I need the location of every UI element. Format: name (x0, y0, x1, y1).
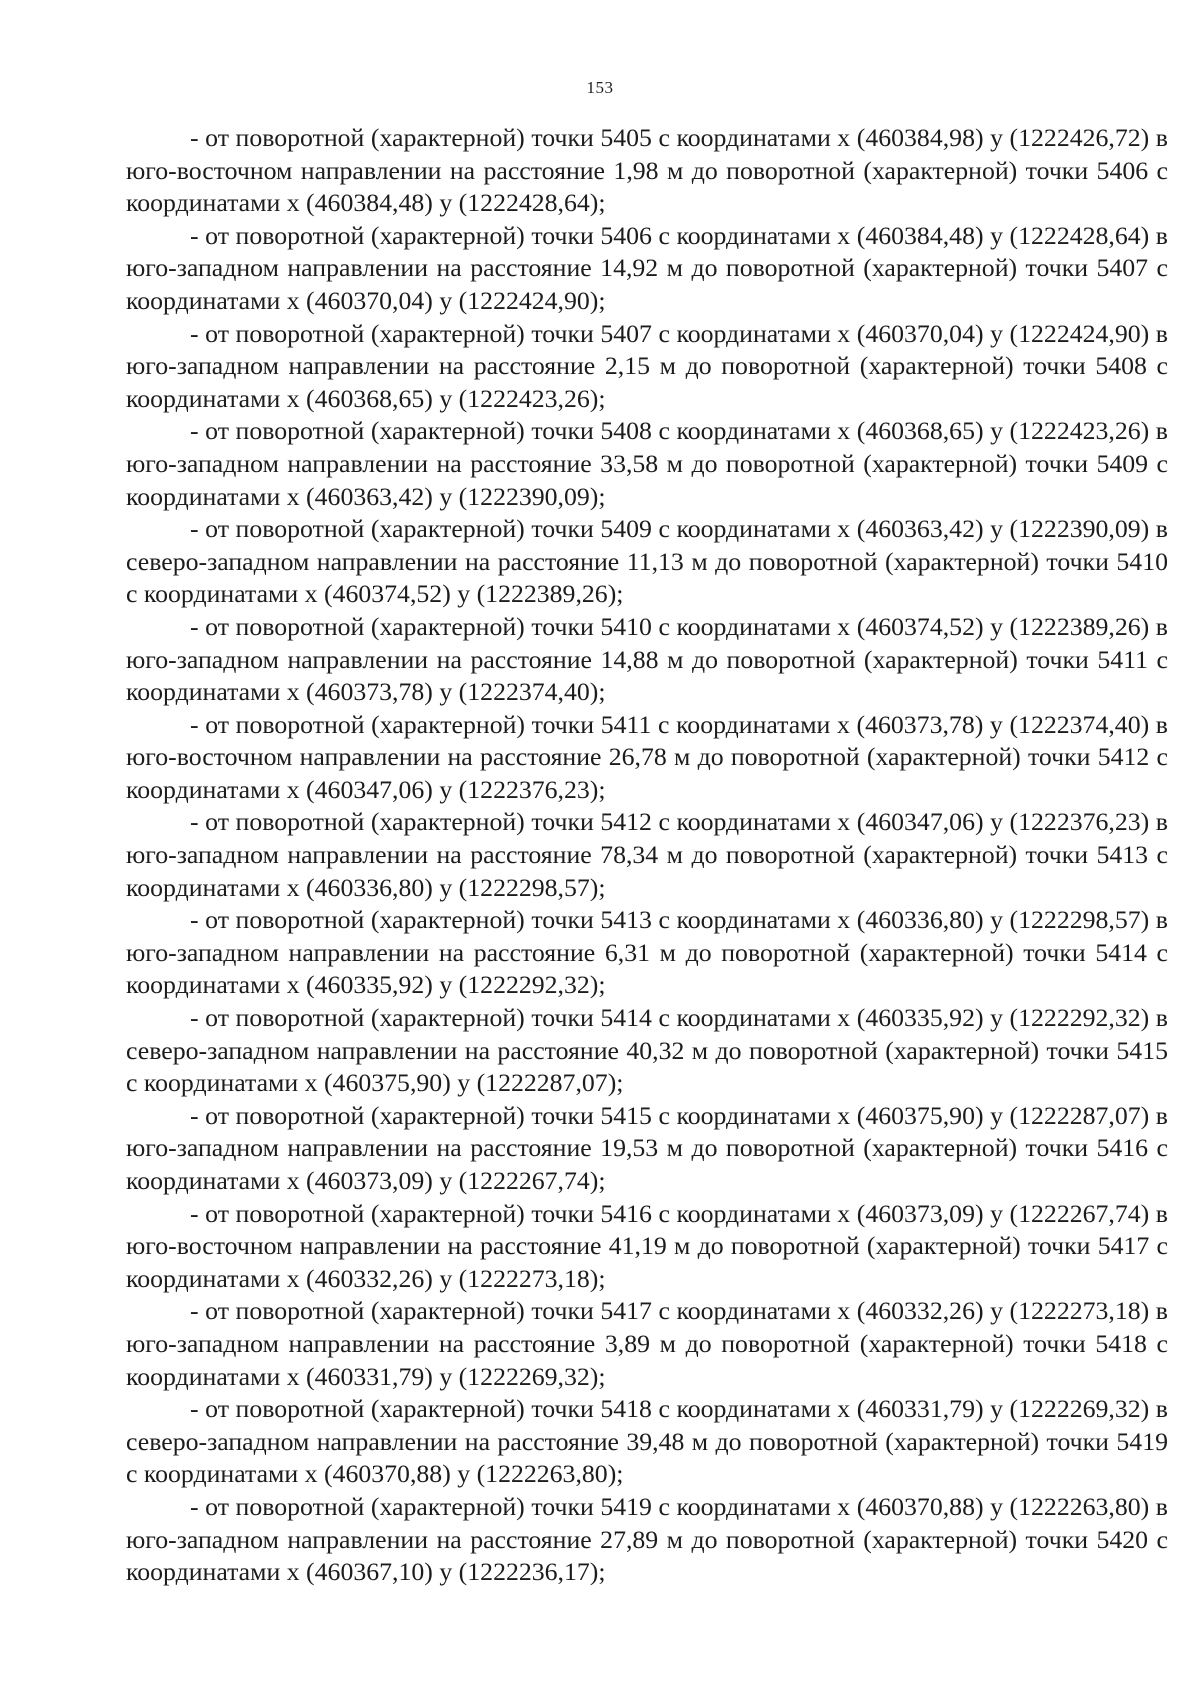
boundary-segment-5409-5410: - от поворотной (характерной) точки 5409 с координатами x (460363,42) y (1222390,09) в северо-западном направлении на расстояние 11,13 м до поворотной (характерной) точки 5410 с координатами x (460374,52) y (1222389,26); (126, 514, 1168, 609)
boundary-segment-5411-5412: - от поворотной (характерной) точки 5411 с координатами x (460373,78) y (1222374,40) в юго-восточном направлении на расстояние 26,78 м до поворотной (характерной) точки 5412 с координатами x (460347,06) y (1222376,23); (126, 709, 1168, 804)
boundary-segment-5417-5418: - от поворотной (характерной) точки 5417 с координатами x (460332,26) y (1222273,18) в юго-западном направлении на расстояние 3,89 м до поворотной (характерной) точки 5418 с координатами x (460331,79) y (1222269,32); (126, 1296, 1168, 1391)
boundary-segment-5410-5411: - от поворотной (характерной) точки 5410 с координатами x (460374,52) y (1222389,26) в юго-западном направлении на расстояние 14,88 м до поворотной (характерной) точки 5411 с координатами x (460373,78) y (1222374,40); (126, 611, 1168, 707)
page-number: 153 (586, 78, 614, 97)
boundary-segment-5418-5419: - от поворотной (характерной) точки 5418 с координатами x (460331,79) y (1222269,32) в северо-западном направлении на расстояние 39,48 м до поворотной (характерной) точки 5419 с координатами x (460370,88) y (1222263,80); (126, 1394, 1168, 1489)
boundary-segment-5419-5420: - от поворотной (характерной) точки 5419 с координатами x (460370,88) y (1222263,80) в юго-западном направлении на расстояние 27,89 м до поворотной (характерной) точки 5420 с координатами x (460367,10) y (1222236,17); (126, 1491, 1168, 1587)
boundary-description (126, 122, 1168, 1589)
boundary-segment-5408-5409: - от поворотной (характерной) точки 5408 с координатами x (460368,65) y (1222423,26) в юго-западном направлении на расстояние 33,58 м до поворотной (характерной) точки 5409 с координатами x (460363,42) y (1222390,09); (126, 416, 1168, 511)
boundary-segment-5415-5416: - от поворотной (характерной) точки 5415 с координатами x (460375,90) y (1222287,07) в юго-западном направлении на расстояние 19,53 м до поворотной (характерной) точки 5416 с координатами x (460373,09) y (1222267,74); (126, 1100, 1168, 1195)
boundary-segment-5414-5415: - от поворотной (характерной) точки 5414 с координатами x (460335,92) y (1222292,32) в северо-западном направлении на расстояние 40,32 м до поворотной (характерной) точки 5415 с координатами x (460375,90) y (1222287,07); (126, 1003, 1168, 1098)
boundary-segment-5416-5417: - от поворотной (характерной) точки 5416 с координатами x (460373,09) y (1222267,74) в юго-восточном направлении на расстояние 41,19 м до поворотной (характерной) точки 5417 с координатами x (460332,26) y (1222273,18); (126, 1198, 1168, 1293)
boundary-segment-5413-5414: - от поворотной (характерной) точки 5413 с координатами x (460336,80) y (1222298,57) в юго-западном направлении на расстояние 6,31 м до поворотной (характерной) точки 5414 с координатами x (460335,92) y (1222292,32); (126, 905, 1168, 1000)
boundary-segment-5412-5413: - от поворотной (характерной) точки 5412 с координатами x (460347,06) y (1222376,23) в юго-западном направлении на расстояние 78,34 м до поворотной (характерной) точки 5413 с координатами x (460336,80) y (1222298,57); (126, 807, 1168, 902)
boundary-segment-5407-5408: - от поворотной (характерной) точки 5407 с координатами x (460370,04) y (1222424,90) в юго-западном направлении на расстояние 2,15 м до поворотной (характерной) точки 5408 с координатами x (460368,65) y (1222423,26); (126, 318, 1168, 413)
boundary-segment-5405-5406: - от поворотной (характерной) точки 5405 с координатами x (460384,98) y (1222426,72) в юго-восточном направлении на расстояние 1,98 м до поворотной (характерной) точки 5406 с координатами x (460384,48) y (1222428,64); (126, 123, 1168, 218)
boundary-segment-5406-5407: - от поворотной (характерной) точки 5406 с координатами x (460384,48) y (1222428,64) в юго-западном направлении на расстояние 14,92 м до поворотной (характерной) точки 5407 с координатами x (460370,04) y (1222424,90); (126, 220, 1168, 315)
